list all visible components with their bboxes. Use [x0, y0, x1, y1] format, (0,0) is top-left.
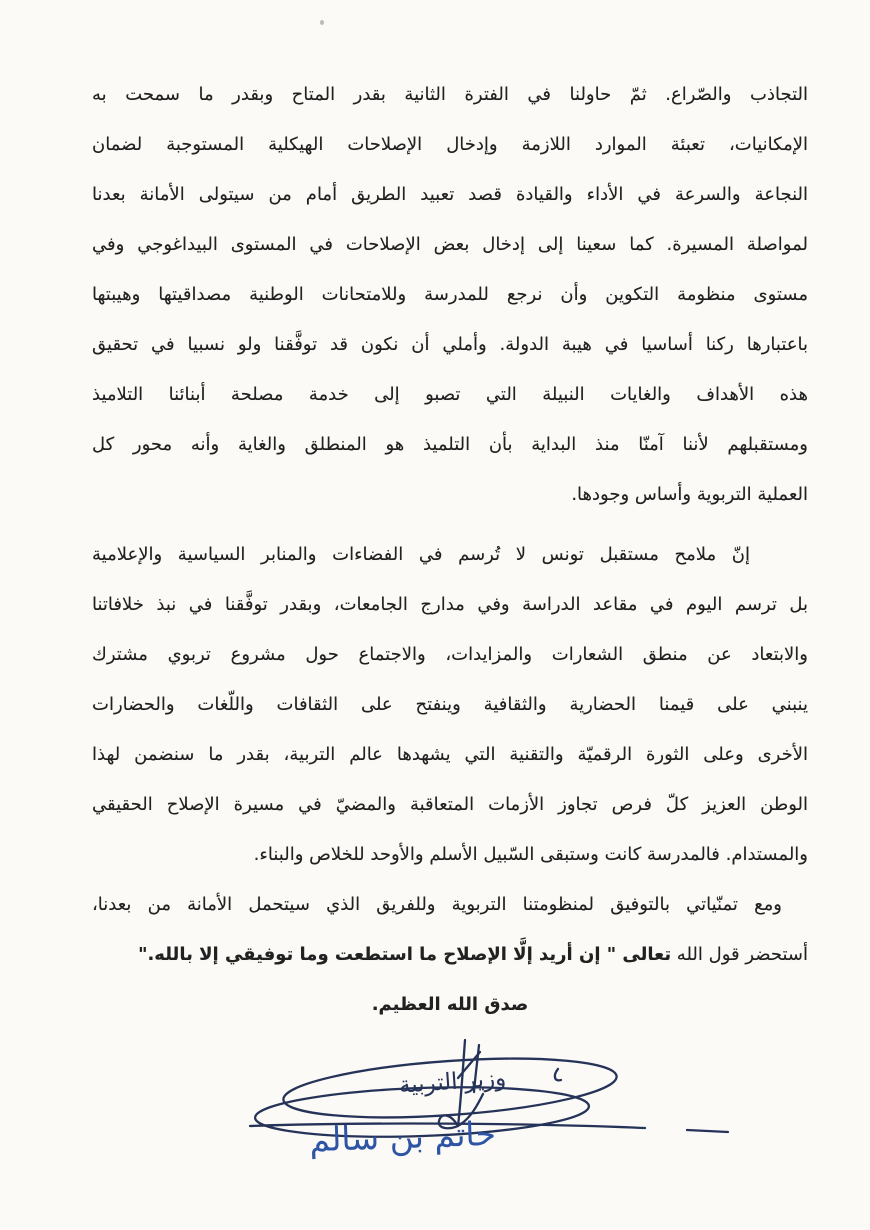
letter-line: لمواصلة المسيرة. كما سعينا إلى إدخال بعض الإصلاحات في المستوى البيداغوجي وفي [92, 234, 808, 255]
letter-line: ومع تمنّياتي بالتوفيق لمنظومتنا التربوية وللفريق الذي سيتحمل الأمانة من بعدنا، [92, 894, 782, 915]
letter-line: والمستدام. فالمدرسة كانت وستبقى السّبيل الأسلم والأوحد للخلاص والبناء. [253, 844, 808, 865]
closing-formula: صدق الله العظيم. [371, 994, 529, 1015]
signature-name-text: حاتم بن سالم [308, 1113, 497, 1160]
paragraph-2 [92, 530, 808, 880]
letter-line: هذه الأهداف والغايات النبيلة التي تصبو إلى خدمة مصلحة أبنائنا التلاميذ [92, 384, 808, 405]
quran-quote-line [92, 930, 808, 980]
letter-line: الوطن العزيز كلّ فرص تجاوز الأزمات المتعاقبة والمضيّ في مسيرة الإصلاح الحقيقي [92, 794, 808, 815]
signature-title-text: وزير التربية [398, 1065, 507, 1099]
letter-body [92, 70, 808, 1030]
paragraph-3 [92, 880, 808, 980]
letter-line: العملية التربوية وأساس وجودها. [571, 484, 808, 505]
letter-line: مستوى منظومة التكوين وأن نرجع للمدرسة وللامتحانات الوطنية مصداقيتها وهيبتها [92, 284, 808, 305]
letter-line: إنّ ملامح مستقبل تونس لا تُرسم في الفضاءات والمنابر السياسية والإعلامية [92, 544, 750, 565]
letter-line: باعتبارها ركنا أساسيا في هيبة الدولة. وأملي أن نكون قد توفَّقنا ولو نسبيا في تحقيق [92, 334, 808, 355]
scan-artifact-speck [320, 20, 324, 25]
letter-line: التجاذب والصّراع. ثمّ حاولنا في الفترة الثانية بقدر المتاح وبقدر ما سمحت به [92, 84, 808, 105]
letter-line: الأخرى وعلى الثورة الرقميّة والتقنية التي يشهدها عالم التربية، بقدر ما سنضمن لهذا [92, 744, 808, 765]
minister-signature [225, 1032, 735, 1182]
signature-small-mark [555, 1069, 561, 1080]
letter-line: ينبني على قيمنا الحضارية والثقافية وينفتح على الثقافات واللّغات والحضارات [92, 694, 808, 715]
quran-quote-bold-text: تعالى " إن أريد إلَّا الإصلاح ما استطعت وما توفيقي إلا بالله." [138, 944, 672, 965]
signature-tail-dash [687, 1130, 728, 1132]
paragraph-1 [92, 70, 808, 520]
quote-intro-text: أستحضر قول الله [671, 944, 808, 965]
letter-line: بل ترسم اليوم في مقاعد الدراسة وفي مدارج الجامعات، وبقدر توفَّقنا في نبذ خلافاتنا [92, 594, 808, 615]
letter-line: والابتعاد عن منطق الشعارات والمزايدات، والاجتماع حول مشروع تربوي مشترك [92, 644, 808, 665]
letter-line: الإمكانيات، تعبئة الموارد اللازمة وإدخال الإصلاحات الهيكلية المستوجبة لضمان [92, 134, 808, 155]
letter-line: ومستقبلهم لأننا آمنّا منذ البداية بأن التلميذ هو المنطلق والغاية وأنه محور كل [92, 434, 808, 455]
letter-line: النجاعة والسرعة في الأداء والقيادة قصد تعبيد الطريق أمام من سيتولى الأمانة بعدنا [92, 184, 808, 205]
